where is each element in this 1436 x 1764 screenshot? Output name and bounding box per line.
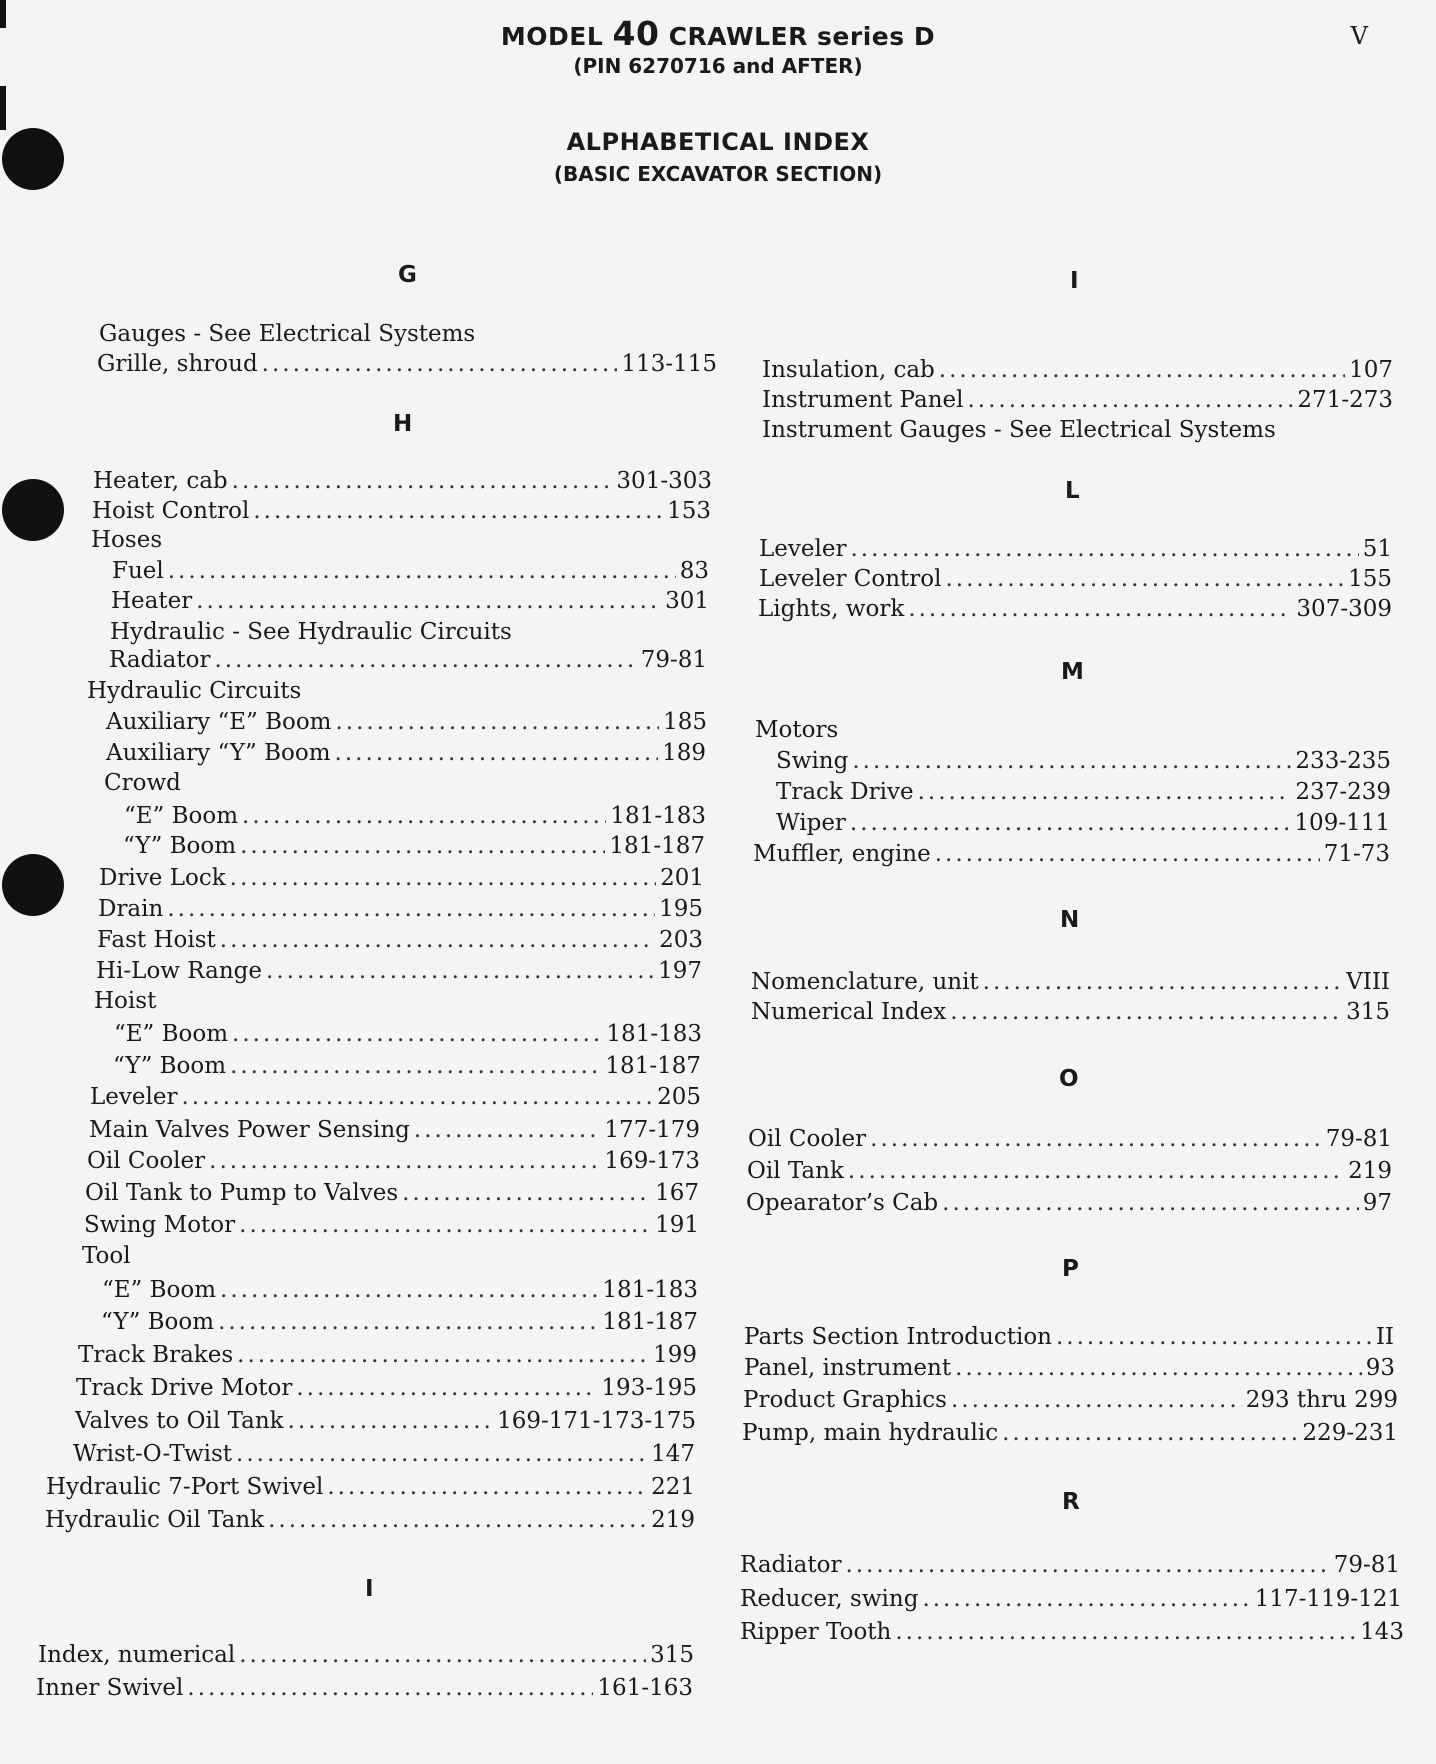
entry-leveler: Leveler ..... 205: [90, 1082, 701, 1112]
entry-leveler-control: Leveler Control ..... 155: [759, 564, 1392, 594]
entry-inner-swivel: Inner Swivel ..... 161-163: [36, 1673, 693, 1703]
entry-oil-tank-pump: Oil Tank to Pump to Valves ..... 167: [85, 1178, 699, 1208]
entry-parts-intro: Parts Section Introduction ..... II: [744, 1322, 1394, 1352]
entry-oil-cooler: Oil Cooler ..... 169-173: [87, 1146, 700, 1176]
entry-hoses: Hoses: [91, 527, 163, 553]
page-number: V: [1350, 22, 1368, 50]
entry-ripper-tooth: Ripper Tooth ..... 143: [740, 1617, 1404, 1647]
entry-motors: Motors: [755, 717, 839, 743]
entry-aux-e-boom: Auxiliary “E” Boom ..... 185: [106, 707, 707, 737]
entry-hoist: Hoist: [94, 988, 157, 1014]
entry-motor-wiper: Wiper ..... 109-111: [776, 808, 1390, 838]
entry-hi-low-range: Hi-Low Range ..... 197: [96, 956, 702, 986]
section-subtitle: (BASIC EXCAVATOR SECTION): [553, 162, 883, 186]
entry-hoses-fuel: Fuel ..... 83: [112, 556, 709, 586]
entry-drain: Drain ..... 195: [98, 894, 703, 924]
entry-hydraulic-swivel: Hydraulic 7-Port Swivel ..... 221: [46, 1472, 695, 1502]
entry-grille: Grille, shroud ..... 113-115: [97, 349, 717, 379]
edge-mark: [0, 86, 6, 130]
entry-panel-instrument: Panel, instrument ..... 93: [744, 1353, 1395, 1383]
entry-pump: Pump, main hydraulic ..... 229-231: [742, 1418, 1398, 1448]
entry-gauges: Gauges - See Electrical Systems: [99, 321, 476, 347]
section-letter-p: P: [1062, 1256, 1079, 1282]
entry-drive-lock: Drive Lock ..... 201: [99, 863, 704, 893]
entry-lights-work: Lights, work ..... 307-309: [758, 594, 1392, 624]
punch-hole: [2, 854, 64, 916]
entry-oil-cooler-right: Oil Cooler ..... 79-81: [748, 1124, 1392, 1154]
entry-crowd-e-boom: “E” Boom ..... 181-183: [124, 801, 706, 831]
entry-hoist-control: Hoist Control ..... 153: [92, 496, 711, 526]
entry-tool-y-boom: “Y” Boom ..... 181-187: [101, 1307, 698, 1337]
section-letter-n: N: [1060, 907, 1080, 933]
section-letter-h: H: [393, 411, 413, 437]
entry-tool-e-boom: “E” Boom ..... 181-183: [102, 1275, 698, 1305]
section-letter-i-right: I: [1070, 268, 1079, 294]
entry-product-graphics: Product Graphics ..... 293 thru 299: [743, 1385, 1398, 1415]
entry-muffler: Muffler, engine ..... 71-73: [753, 839, 1390, 869]
entry-track-drive-motor: Track Drive Motor ..... 193-195: [76, 1373, 697, 1403]
entry-wrist-o-twist: Wrist-O-Twist ..... 147: [73, 1439, 695, 1469]
entry-hoist-y-boom: “Y” Boom ..... 181-187: [113, 1051, 701, 1081]
entry-hydraulic-circuits: Hydraulic Circuits: [87, 678, 302, 704]
entry-hoses-radiator: Radiator ..... 79-81: [109, 645, 707, 675]
section-letter-i: I: [365, 1576, 374, 1602]
entry-tool: Tool: [82, 1243, 131, 1269]
entry-crowd: Crowd: [104, 770, 181, 796]
entry-heater-cab: Heater, cab ..... 301-303: [93, 466, 712, 496]
section-letter-g: G: [398, 262, 417, 288]
entry-fast-hoist: Fast Hoist ..... 203: [97, 925, 703, 955]
entry-crowd-y-boom: “Y” Boom ..... 181-187: [123, 831, 705, 861]
entry-operators-cab: Opearator’s Cab ..... 97: [746, 1188, 1392, 1218]
entry-track-brakes: Track Brakes ..... 199: [78, 1340, 697, 1370]
entry-leveler-right: Leveler ..... 51: [759, 534, 1392, 564]
entry-index-numerical: Index, numerical ..... 315: [38, 1640, 694, 1670]
entry-main-valves: Main Valves Power Sensing ..... 177-179: [89, 1115, 700, 1145]
entry-hoist-e-boom: “E” Boom ..... 181-183: [114, 1019, 702, 1049]
entry-instrument-panel: Instrument Panel ..... 271-273: [762, 385, 1393, 415]
entry-radiator: Radiator ..... 79-81: [740, 1550, 1400, 1580]
entry-nomenclature: Nomenclature, unit ..... VIII: [751, 967, 1390, 997]
entry-swing-motor: Swing Motor ..... 191: [84, 1210, 699, 1240]
entry-hydraulic-oil-tank: Hydraulic Oil Tank ..... 219: [45, 1505, 695, 1535]
section-letter-o: O: [1059, 1066, 1079, 1092]
entry-numerical-index: Numerical Index ..... 315: [751, 997, 1390, 1027]
entry-reducer-swing: Reducer, swing ..... 117-119-121: [740, 1584, 1402, 1614]
section-letter-m: M: [1061, 659, 1084, 685]
entry-hoses-hydraulic: Hydraulic - See Hydraulic Circuits: [110, 619, 512, 645]
entry-insulation-cab: Insulation, cab ..... 107: [762, 355, 1393, 385]
entry-oil-tank-right: Oil Tank ..... 219: [747, 1156, 1392, 1186]
entry-motor-track-drive: Track Drive ..... 237-239: [776, 777, 1391, 807]
section-letter-l: L: [1065, 478, 1080, 504]
index-title: ALPHABETICAL INDEX: [566, 128, 870, 156]
punch-hole: [2, 479, 64, 541]
pin-range: (PIN 6270716 and AFTER): [573, 54, 863, 78]
entry-motor-swing: Swing ..... 233-235: [776, 746, 1391, 776]
document-title: MODEL 40 CRAWLER series D: [500, 14, 936, 53]
entry-aux-y-boom: Auxiliary “Y” Boom ..... 189: [106, 738, 706, 768]
entry-valves-oil-tank: Valves to Oil Tank ..... 169-171-173-175: [75, 1406, 696, 1436]
entry-instrument-gauges: Instrument Gauges - See Electrical Systems: [762, 417, 1276, 443]
entry-hoses-heater: Heater ..... 301: [111, 586, 709, 616]
section-letter-r: R: [1062, 1489, 1080, 1515]
